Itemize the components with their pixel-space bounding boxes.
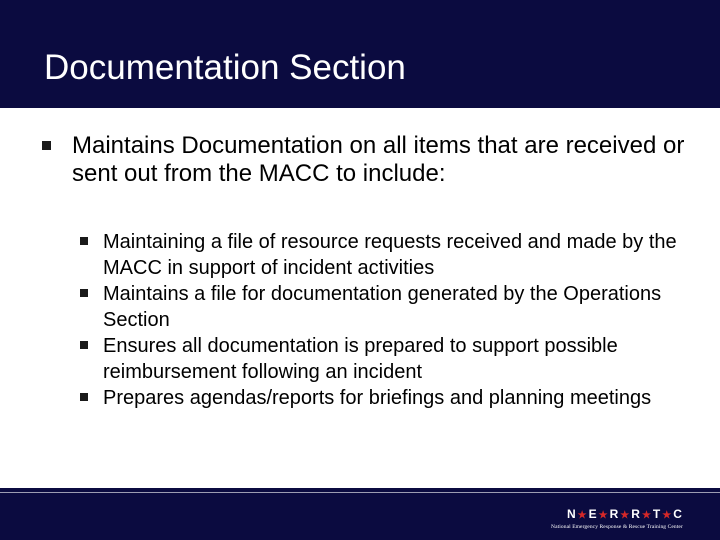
star-icon: ★ (577, 510, 588, 521)
slide-title: Documentation Section (44, 48, 406, 87)
logo-letter: T (652, 507, 662, 521)
logo-letter: E (588, 507, 598, 521)
sub-bullet-item (80, 281, 680, 333)
main-bullet-text: Maintains Documentation on all items that are received or sent out from the MACC to include: (72, 132, 685, 187)
star-icon: ★ (641, 510, 652, 521)
sub-bullet-item (80, 333, 680, 385)
bullet-square-icon (80, 341, 88, 349)
logo-letter: C (673, 507, 683, 521)
sub-bullet-text: Maintains a file for documentation generated by the Operations Section (103, 283, 662, 331)
sub-bullet-list (80, 229, 680, 411)
logo-letter: R (631, 507, 641, 521)
sub-bullet-item (80, 229, 680, 281)
star-icon: ★ (598, 510, 609, 521)
sub-bullet-text: Ensures all documentation is prepared to support possible reimbursement following an incident (103, 335, 618, 383)
footer-divider (0, 492, 720, 493)
sub-bullet-text: Maintaining a file of resource requests received and made by the MACC in support of incident activities (103, 231, 677, 279)
sub-bullet-item (80, 385, 680, 411)
main-bullet (42, 132, 692, 188)
bullet-square-icon (42, 141, 51, 150)
sub-bullet-text: Prepares agendas/reports for briefings and planning meetings (103, 387, 652, 409)
title-bar (0, 0, 720, 108)
star-icon: ★ (662, 510, 673, 521)
star-icon: ★ (620, 510, 631, 521)
logo-wordmark (567, 507, 683, 523)
logo-letter: N (567, 507, 577, 521)
bullet-square-icon (80, 237, 88, 245)
bullet-square-icon (80, 289, 88, 297)
nerrtc-logo (545, 507, 695, 537)
logo-subtitle: National Emergency Response & Rescue Training Center (551, 524, 683, 530)
bullet-square-icon (80, 393, 88, 401)
logo-letter: R (609, 507, 620, 521)
